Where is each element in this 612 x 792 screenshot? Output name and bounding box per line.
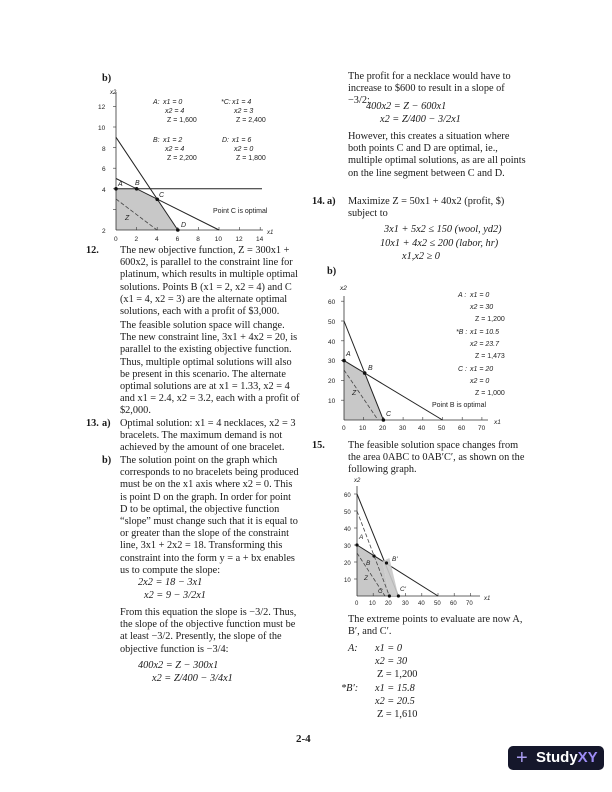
point-c	[382, 418, 386, 422]
q14b-label: b)	[327, 266, 337, 277]
y-tick-label: 30	[344, 544, 351, 550]
point-b-label: *B :	[456, 329, 468, 336]
point-label: A	[118, 181, 123, 188]
point-a-label: A :	[458, 292, 467, 299]
y-tick-label: 40	[328, 339, 336, 346]
q13a-label: a)	[102, 418, 111, 429]
profit-text: The profit for a necklace would have to increase to $600 to result in a slope of −3/2:	[348, 71, 511, 107]
point-label: C′	[400, 586, 406, 593]
point-label: B	[135, 180, 140, 187]
point-c-x1: x1 = 4	[232, 99, 252, 106]
point-c-z: Z = 2,400	[236, 117, 266, 124]
y-axis-label: x2	[354, 478, 361, 484]
x-tick-label: 12	[235, 236, 243, 243]
point-b-prime-z: Z = 1,610	[377, 709, 418, 720]
point-a-x2: x2 = 30	[470, 304, 494, 311]
brand-text: Study	[536, 749, 578, 766]
y-tick-label: 2	[102, 228, 106, 235]
x-tick-label: 70	[478, 425, 486, 430]
q15-text: The feasible solution space changes from the area 0ABC to 0AB′C′, as shown on the following graph.	[348, 440, 525, 476]
equation: x2 = Z/400 − 3/2x1	[380, 114, 461, 125]
x-tick-label: 40	[418, 601, 425, 606]
y-tick-label: 10	[98, 125, 106, 132]
point-c-x1: x1 = 20	[470, 366, 494, 373]
x-tick-label: 4	[155, 236, 159, 243]
point-a-z: Z = 1,600	[167, 117, 197, 124]
y-tick-label: 6	[102, 166, 106, 173]
point-a	[342, 359, 346, 363]
point-b-prime	[385, 561, 388, 564]
studyxy-badge[interactable]	[508, 746, 604, 770]
x-tick-label: 10	[214, 236, 223, 243]
x-tick-label: 14	[256, 236, 264, 243]
y-tick-label: 50	[344, 510, 351, 516]
point-b-z: Z = 2,200	[167, 155, 197, 162]
constraint-wool: 3x1 + 5x2 ≤ 150 (wool, yd2)	[384, 224, 502, 235]
region-label: Z	[352, 390, 357, 397]
y-tick-label: 30	[328, 358, 336, 365]
y-axis-label: x2	[110, 90, 117, 96]
q12-para2: The feasible solution space will change. The new constraint line, 3x1 + 4x2 = 20, is parallel to the existing objective function. Thus, multiple optimal solutions will also be present in this scenario. The alternate optimal solutions are at x1 = 1.33, x2 = 4 and x1 = 2.4, x2 = 3.2, each with a profit of $2,000.	[120, 320, 300, 417]
point-a-z: Z = 1,200	[475, 316, 505, 323]
x-tick-label: 8	[196, 236, 200, 243]
constraint-labor: 10x1 + 4x2 ≤ 200 (labor, hr)	[380, 238, 499, 249]
q14a-text: Maximize Z = 50x1 + 40x2 (profit, $) subject to	[348, 196, 505, 220]
brand-accent: XY	[577, 749, 598, 766]
point-b-z: Z = 1,473	[475, 353, 505, 360]
point-a-x2: x2 = 30	[375, 656, 408, 667]
q13a-text: Optimal solution: x1 = 4 necklaces, x2 = 3 bracelets. The maximum demand is not achieved by the amount of one bracelet.	[120, 418, 296, 454]
x-tick-label: 0	[342, 425, 346, 430]
optimal-annotation: Point C is optimal	[213, 208, 268, 215]
y-tick-label: 40	[344, 527, 351, 533]
point-b-x1: x1 = 2	[163, 137, 183, 144]
region-label: Z	[364, 575, 368, 582]
x-tick-label: 0	[114, 236, 118, 243]
point-label: B	[366, 560, 371, 567]
brand-name	[536, 746, 598, 770]
however-text: However, this creates a situation where both points C and D are optimal, ie., multiple optimal solutions, as are all points on the line segment between C and D.	[348, 131, 526, 179]
point-label: A	[346, 351, 351, 358]
plus-icon: +	[516, 747, 528, 769]
point-c-x2: x2 = 3	[234, 108, 254, 115]
point-c-label: *C:	[221, 99, 231, 106]
point-label: B′	[392, 556, 398, 563]
x-tick-label: 20	[385, 601, 392, 606]
point-d-x1: x1 = 6	[232, 137, 252, 144]
point-d	[176, 228, 180, 232]
y-tick-label: 50	[328, 319, 336, 326]
equation: x2 = 9 − 3/2x1	[144, 590, 206, 601]
y-tick-label: 10	[328, 398, 336, 405]
feasible-region	[116, 189, 178, 230]
x-tick-label: 6	[175, 236, 180, 243]
equation: x2 = Z/400 − 3/4x1	[152, 673, 233, 684]
y-ticks	[341, 301, 344, 400]
x-tick-label: 60	[450, 601, 457, 606]
equation: 400x2 = Z − 600x1	[366, 101, 447, 112]
point-b-prime-x1: x1 = 15.8	[375, 683, 415, 694]
x-axis-label: x1	[494, 419, 501, 426]
y-ticks	[113, 106, 116, 209]
y-tick-label: 10	[344, 578, 351, 584]
point-label: B	[368, 365, 373, 372]
x-tick-label: 20	[379, 425, 387, 430]
point-b-prime-label: *B′:	[341, 683, 359, 694]
y-tick-label: 20	[328, 378, 336, 385]
x-tick-label: 30	[399, 425, 407, 430]
x-tick-label: 2	[134, 236, 139, 243]
part-b-label: b)	[102, 73, 112, 84]
region-label: Z	[125, 215, 130, 222]
point-c-label: C :	[458, 366, 467, 373]
graph-2	[318, 278, 528, 430]
point-d-z: Z = 1,800	[236, 155, 266, 162]
point-label: D	[181, 222, 187, 229]
y-axis-label: x2	[340, 285, 347, 292]
q12-para1: The new objective function, Z = 300x1 + 600x2, is parallel to the constraint line for platinum, which results in multiple optimal solutions. Points B (x1 = 2, x2 = 4) and C (x1 = 4, x2 = 3) are the alternate optimal solutions, each with a profit of $3,000.	[120, 245, 298, 318]
y-tick-label: 4	[102, 187, 106, 194]
graph-1	[95, 86, 295, 248]
point-a-x1: x1 = 0	[470, 292, 490, 299]
point-label: C	[378, 588, 383, 595]
x-tick-label: 40	[418, 425, 426, 430]
y-tick-label: 8	[102, 146, 106, 153]
q13b-text: The solution point on the graph which corresponds to no bracelets being produced must be on the x1 axis where x2 = 0. This is point D on the graph. In order for point D to be optimal, the objective function “slope” must change such that it is equal to or greater than the slope of the constraint line, 3x1 + 2x2 = 18. Transforming this constraint into the form y = a + bx enables us to compute the slope:	[120, 455, 299, 576]
x-tick-label: 70	[466, 601, 473, 606]
x-axis-label: x1	[267, 230, 274, 236]
point-a-label: A:	[348, 643, 358, 654]
point-b-x1: x1 = 10.5	[470, 329, 499, 336]
extreme-points-text: The extreme points to evaluate are now A, B′, and C′.	[348, 614, 523, 638]
point-b	[363, 371, 367, 375]
x-tick-label: 50	[434, 601, 441, 606]
q13b-label: b)	[102, 455, 112, 466]
point-a-x1: x1 = 0	[375, 643, 402, 654]
constraint-nonneg: x1,x2 ≥ 0	[402, 251, 440, 262]
page-number: 2-4	[296, 733, 311, 745]
optimal-annotation: Point B is optimal	[432, 402, 487, 409]
graph-3	[330, 476, 530, 606]
point-a	[355, 543, 358, 546]
point-b	[372, 554, 375, 557]
y-tick-label: 20	[344, 561, 351, 567]
point-b	[135, 187, 139, 191]
point-label: A	[359, 534, 364, 541]
point-c-z: Z = 1,000	[475, 390, 505, 397]
y-ticks	[354, 494, 357, 579]
point-a-x2: x2 = 4	[165, 108, 185, 115]
point-b-prime-x2: x2 = 20.5	[375, 696, 415, 707]
point-a-x1: x1 = 0	[163, 99, 183, 106]
equation: 2x2 = 18 − 3x1	[138, 577, 203, 588]
point-b-x2: x2 = 23.7	[470, 341, 499, 348]
q15-number: 15.	[312, 440, 325, 451]
point-c-x2: x2 = 0	[470, 378, 490, 385]
x-tick-label: 10	[369, 601, 376, 606]
x-tick-label: 0	[355, 601, 359, 606]
point-d-label: D:	[222, 137, 229, 144]
q13b-text2: From this equation the slope is −3/2. Thus, the slope of the objective function must be at least −3/2. Presently, the slope of the objective function is −3/4:	[120, 607, 297, 655]
q14a-label: a)	[327, 196, 336, 207]
y-tick-label: 60	[328, 299, 336, 306]
x-tick-label: 50	[438, 425, 446, 430]
point-label: C	[386, 411, 392, 418]
y-tick-label: 12	[98, 104, 106, 111]
q13-number: 13.	[86, 418, 99, 429]
point-c-prime	[397, 594, 400, 597]
x-tick-label: 30	[402, 601, 409, 606]
point-b-x2: x2 = 4	[165, 146, 185, 153]
point-a-z: Z = 1,200	[377, 669, 418, 680]
x-axis-label: x1	[484, 596, 491, 602]
q12-number: 12.	[86, 245, 99, 256]
y-tick-label: 60	[344, 493, 351, 499]
point-d-x2: x2 = 0	[234, 146, 254, 153]
point-c	[388, 594, 391, 597]
x-tick-label: 10	[359, 425, 367, 430]
point-b-label: B:	[153, 137, 160, 144]
q14-number: 14.	[312, 196, 325, 207]
x-tick-label: 60	[458, 425, 466, 430]
point-a-label: A:	[153, 99, 160, 106]
equation: 400x2 = Z − 300x1	[138, 660, 219, 671]
point-label: C	[159, 192, 165, 199]
